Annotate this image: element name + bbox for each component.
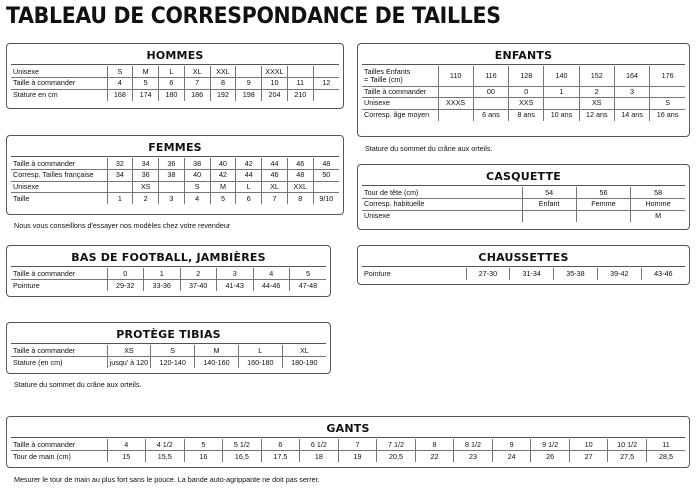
femmes-heading: FEMMES [11, 138, 339, 157]
femmes-cell: 38 [184, 158, 210, 170]
hommes-cell: XL [184, 66, 210, 78]
enfants-cell: 8 ans [509, 109, 544, 121]
femmes-cell: 3 [159, 193, 185, 205]
gants-cell: 4 [107, 439, 146, 451]
chaussettes-row [362, 268, 685, 280]
casquette-row [362, 210, 685, 222]
gants-cell: 7 [338, 439, 377, 451]
tibias-cell: XS [107, 345, 151, 357]
casquette-cell: Homme [631, 199, 685, 211]
enfants-cell: 16 ans [650, 109, 685, 121]
femmes-row-label: Taille [13, 193, 30, 203]
femmes-cell: XS [133, 181, 159, 193]
hommes-cell: 7 [184, 78, 210, 90]
femmes-cell: 36 [133, 170, 159, 182]
femmes-cell: 4 [184, 193, 210, 205]
enfants-cell: XXS [509, 98, 544, 110]
femmes-cell: 44 [262, 158, 288, 170]
gants-cell: 16,5 [223, 451, 262, 463]
gants-row [11, 451, 685, 463]
gants-heading: GANTS [11, 419, 685, 438]
enfants-row [362, 98, 685, 110]
enfants-cell: 12 ans [579, 109, 614, 121]
tibias-heading: PROTÈGE TIBIAS [11, 325, 326, 344]
femmes-row [11, 158, 339, 170]
femmes-cell: 9/10 [313, 193, 339, 205]
chaussettes-cell: 35-38 [554, 268, 598, 280]
enfants-cell [544, 98, 579, 110]
hommes-cell: 10 [262, 78, 288, 90]
hommes-cell: 9 [236, 78, 262, 90]
enfants-header-cell: 140 [544, 66, 579, 86]
femmes-cell: 48 [313, 158, 339, 170]
football-cell: 4 [253, 268, 290, 280]
gants-cell: 23 [454, 451, 493, 463]
enfants-row [362, 86, 685, 98]
tibias-cell: L [238, 345, 282, 357]
gants-row-label: Tour de main (cm) [13, 451, 71, 461]
hommes-cell: 6 [159, 78, 185, 90]
casquette-section [357, 164, 690, 230]
femmes-row-label: Unisexe [11, 181, 107, 193]
hommes-row-label: Stature en cm [13, 90, 58, 100]
femmes-cell: 42 [210, 170, 236, 182]
hommes-cell: 4 [107, 78, 133, 90]
hommes-cell: 192 [210, 89, 236, 101]
hommes-cell: XXL [210, 66, 236, 78]
enfants-heading: ENFANTS [362, 46, 685, 65]
chaussettes-cell: 43-46 [641, 268, 685, 280]
football-row [11, 268, 326, 280]
page-title: TABLEAU DE CORRESPONDANCE DE TAILLES [6, 4, 501, 29]
chaussettes-table [362, 268, 685, 280]
casquette-heading: CASQUETTE [362, 167, 685, 186]
chaussettes-cell: 31-34 [510, 268, 554, 280]
enfants-cell: XXXS [438, 98, 473, 110]
hommes-cell [313, 89, 339, 101]
hommes-cell: 8 [210, 78, 236, 90]
femmes-cell: 46 [262, 170, 288, 182]
gants-section [6, 416, 690, 468]
femmes-cell: 38 [159, 170, 185, 182]
hommes-cell: 198 [236, 89, 262, 101]
enfants-cell [438, 86, 473, 98]
hommes-cell: 168 [107, 89, 133, 101]
football-cell: 5 [290, 268, 327, 280]
tibias-note: Stature du sommet du crâne aux orteils. [14, 380, 142, 389]
femmes-cell [159, 181, 185, 193]
hommes-cell: M [133, 66, 159, 78]
enfants-cell: 14 ans [614, 109, 649, 121]
football-cell: 33-36 [144, 280, 181, 292]
enfants-cell [473, 98, 508, 110]
femmes-cell [313, 181, 339, 193]
femmes-cell: 36 [159, 158, 185, 170]
femmes-cell: XXL [287, 181, 313, 193]
enfants-row-label: Unisexe [362, 98, 438, 110]
hommes-cell: L [159, 66, 185, 78]
enfants-header-cell: 128 [509, 66, 544, 86]
femmes-cell: 42 [236, 158, 262, 170]
enfants-cell: 1 [544, 86, 579, 98]
hommes-cell: 174 [133, 89, 159, 101]
femmes-row-label: Corresp. Tailles française [11, 170, 107, 182]
hommes-row [11, 78, 339, 90]
casquette-cell: 58 [631, 187, 685, 199]
casquette-table [362, 187, 685, 222]
football-row-label: Pointure [13, 280, 40, 290]
casquette-cell [522, 210, 576, 222]
chaussettes-section [357, 245, 690, 285]
enfants-header-cell: 176 [650, 66, 685, 86]
enfants-cell [650, 86, 685, 98]
football-table [11, 268, 326, 291]
femmes-section [6, 135, 344, 215]
hommes-cell: 210 [287, 89, 313, 101]
enfants-row [362, 109, 685, 121]
gants-note: Mesurer le tour de main au plus fort sans le pouce. La bande auto-agrippante ne doit pas serrer. [14, 475, 320, 484]
enfants-cell: 2 [579, 86, 614, 98]
gants-cell: 26 [531, 451, 570, 463]
enfants-row-label: Corresp. âge moyen [364, 110, 430, 120]
tibias-row [11, 345, 326, 357]
femmes-cell [107, 181, 133, 193]
femmes-cell: 2 [133, 193, 159, 205]
hommes-heading: HOMMES [11, 46, 339, 65]
enfants-cell: 10 ans [544, 109, 579, 121]
gants-cell: 4 1/2 [146, 439, 185, 451]
femmes-note: Nous vous conseillons d'essayer nos modèles chez votre revendeur [14, 221, 231, 230]
gants-cell: 10 [569, 439, 608, 451]
casquette-cell: M [631, 210, 685, 222]
gants-cell: 27 [569, 451, 608, 463]
football-cell: 47-48 [290, 280, 327, 292]
enfants-cell [438, 109, 473, 121]
femmes-cell: 50 [313, 170, 339, 182]
gants-cell: 8 [415, 439, 454, 451]
casquette-cell [576, 210, 630, 222]
femmes-row [11, 193, 339, 205]
tibias-cell: 160-180 [238, 357, 282, 369]
femmes-cell: 8 [287, 193, 313, 205]
tibias-cell: XL [282, 345, 326, 357]
enfants-header-cell: 164 [614, 66, 649, 86]
tibias-cell: M [195, 345, 239, 357]
hommes-cell: 186 [184, 89, 210, 101]
femmes-cell: 32 [107, 158, 133, 170]
femmes-cell: 34 [133, 158, 159, 170]
casquette-cell: Enfant [522, 199, 576, 211]
enfants-section [357, 43, 690, 137]
football-row-label: Taille à commander [11, 268, 107, 280]
hommes-cell [236, 66, 262, 78]
gants-cell: 19 [338, 451, 377, 463]
gants-cell: 11 [646, 439, 685, 451]
femmes-cell: 46 [287, 158, 313, 170]
enfants-cell: XS [579, 98, 614, 110]
gants-cell: 5 [184, 439, 223, 451]
gants-cell: 9 1/2 [531, 439, 570, 451]
enfants-header-cell: 152 [579, 66, 614, 86]
tibias-cell: 120-140 [151, 357, 195, 369]
football-cell: 44-46 [253, 280, 290, 292]
enfants-cell [614, 98, 649, 110]
casquette-cell: Femme [576, 199, 630, 211]
hommes-row [11, 66, 339, 78]
gants-cell: 16 [184, 451, 223, 463]
gants-cell: 7 1/2 [377, 439, 416, 451]
gants-cell: 17,5 [261, 451, 300, 463]
enfants-row-label: Taille à commander [362, 86, 438, 98]
femmes-cell: 44 [236, 170, 262, 182]
gants-row [11, 439, 685, 451]
football-cell: 29-32 [107, 280, 144, 292]
casquette-row [362, 187, 685, 199]
hommes-cell: XXXL [262, 66, 288, 78]
football-cell: 37-40 [180, 280, 217, 292]
gants-cell: 10 1/2 [608, 439, 647, 451]
enfants-cell: 0 [509, 86, 544, 98]
hommes-table [11, 66, 339, 101]
femmes-cell: 40 [184, 170, 210, 182]
gants-cell: 28,5 [646, 451, 685, 463]
femmes-cell: 5 [210, 193, 236, 205]
gants-cell: 22 [415, 451, 454, 463]
gants-cell: 6 1/2 [300, 439, 339, 451]
enfants-header-cell: 110 [438, 66, 473, 86]
tibias-row-label: Taille à commander [11, 345, 107, 357]
football-cell: 3 [217, 268, 254, 280]
gants-cell: 5 1/2 [223, 439, 262, 451]
hommes-cell: 12 [313, 78, 339, 90]
femmes-row-label: Taille à commander [11, 158, 107, 170]
femmes-cell: 34 [107, 170, 133, 182]
hommes-cell: 204 [262, 89, 288, 101]
football-cell: 1 [144, 268, 181, 280]
enfants-header-label-1: Tailles Enfants [364, 67, 411, 77]
femmes-cell: S [184, 181, 210, 193]
hommes-row-label: Taille à commander [11, 78, 107, 90]
football-row [11, 280, 326, 292]
femmes-cell: M [210, 181, 236, 193]
hommes-row [11, 89, 339, 101]
gants-cell: 18 [300, 451, 339, 463]
gants-cell: 6 [261, 439, 300, 451]
enfants-cell: 3 [614, 86, 649, 98]
enfants-header-cell: 116 [473, 66, 508, 86]
femmes-row [11, 181, 339, 193]
gants-cell: 24 [492, 451, 531, 463]
femmes-table [11, 158, 339, 204]
enfants-header-row [362, 66, 685, 86]
femmes-cell: 7 [262, 193, 288, 205]
casquette-row-label: Corresp. habituelle [362, 199, 522, 211]
femmes-cell: XL [262, 181, 288, 193]
football-cell: 41-43 [217, 280, 254, 292]
femmes-cell: 6 [236, 193, 262, 205]
tibias-cell: 180-190 [282, 357, 326, 369]
chaussettes-cell: 39-42 [597, 268, 641, 280]
hommes-row-label: Unisexe [11, 66, 107, 78]
gants-table [11, 439, 685, 462]
enfants-cell: 00 [473, 86, 508, 98]
tibias-row [11, 357, 326, 369]
chaussettes-row-label: Pointure [364, 268, 391, 278]
gants-cell: 8 1/2 [454, 439, 493, 451]
femmes-cell: 1 [107, 193, 133, 205]
tibias-cell: S [151, 345, 195, 357]
football-section [6, 245, 331, 297]
enfants-note: Stature du sommet du crâne aux orteils. [365, 144, 493, 153]
femmes-cell: L [236, 181, 262, 193]
football-heading: BAS DE FOOTBALL, JAMBIÈRES [11, 248, 326, 267]
casquette-row [362, 199, 685, 211]
hommes-cell: 5 [133, 78, 159, 90]
casquette-row-label: Unisexe [364, 211, 390, 221]
gants-cell: 27,5 [608, 451, 647, 463]
casquette-row-label: Tour de tête (cm) [362, 187, 522, 199]
gants-cell: 15 [107, 451, 146, 463]
gants-row-label: Taille à commander [11, 439, 107, 451]
tibias-table [11, 345, 326, 368]
tibias-row-label: Stature (en cm) [13, 357, 63, 367]
tibias-section [6, 322, 331, 374]
tibias-cell: jusqu' à 120 [107, 357, 151, 369]
tibias-cell: 140-160 [195, 357, 239, 369]
enfants-table [362, 66, 685, 121]
gants-cell: 15,5 [146, 451, 185, 463]
hommes-cell [287, 66, 313, 78]
chaussettes-cell: 27-30 [466, 268, 510, 280]
hommes-cell [313, 66, 339, 78]
femmes-cell: 40 [210, 158, 236, 170]
chaussettes-heading: CHAUSSETTES [362, 248, 685, 267]
hommes-cell: 180 [159, 89, 185, 101]
enfants-cell: 6 ans [473, 109, 508, 121]
football-cell: 0 [107, 268, 144, 280]
femmes-row [11, 170, 339, 182]
casquette-cell: 56 [576, 187, 630, 199]
enfants-header-label-2: = Taille (cm) [364, 74, 403, 84]
hommes-cell: S [107, 66, 133, 78]
gants-cell: 9 [492, 439, 531, 451]
casquette-cell: 54 [522, 187, 576, 199]
hommes-section [6, 43, 344, 109]
enfants-cell: S [650, 98, 685, 110]
femmes-cell: 48 [287, 170, 313, 182]
football-cell: 2 [180, 268, 217, 280]
gants-cell: 20,5 [377, 451, 416, 463]
hommes-cell: 11 [287, 78, 313, 90]
